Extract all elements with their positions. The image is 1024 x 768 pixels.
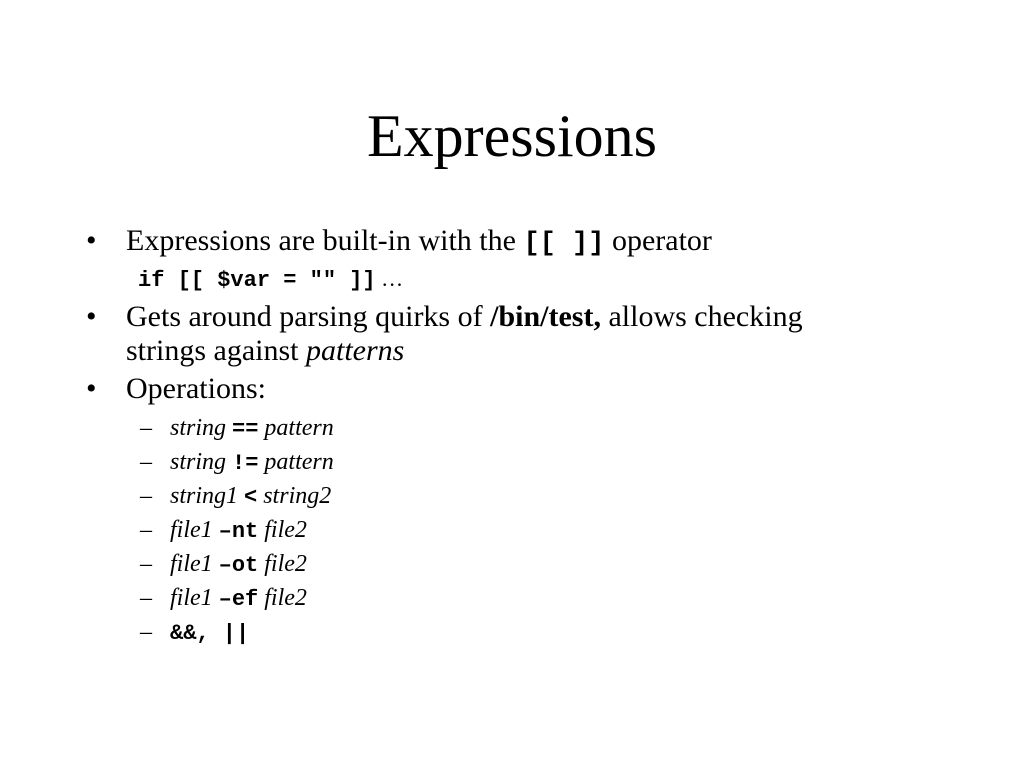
- operand-right: file2: [264, 517, 307, 543]
- operand-left: string: [170, 449, 227, 475]
- code-example: [138, 264, 403, 296]
- operand-right: file2: [264, 551, 307, 577]
- bullet-text: Gets around parsing quirks of: [126, 300, 483, 333]
- slide-title: Expressions: [367, 103, 657, 169]
- inline-code: [[ ]]: [523, 229, 605, 259]
- operand-left: string1: [170, 483, 239, 509]
- bullet-text: Expressions are built-in with the: [126, 224, 516, 257]
- sub-bullet-marker: –: [140, 551, 152, 577]
- operator: –ot: [218, 553, 259, 578]
- operator: &&, ||: [170, 621, 250, 646]
- bullet-marker: •: [86, 300, 97, 333]
- operator: <: [244, 485, 258, 510]
- operand-left: string: [170, 415, 227, 441]
- sub-bullet-marker: –: [140, 449, 152, 475]
- sub-bullet-marker: –: [140, 619, 152, 645]
- operand-right: file2: [264, 585, 307, 611]
- code-example-ellipsis: …: [381, 266, 404, 291]
- bullet-text: operator: [611, 224, 712, 257]
- bullet-marker: •: [86, 224, 97, 257]
- operand-right: pattern: [264, 449, 334, 475]
- code-example-text: if [[ $var = "" ]]: [138, 268, 376, 293]
- sub-bullet-marker: –: [140, 517, 152, 543]
- operand-right: string2: [263, 483, 332, 509]
- sub-bullet-marker: –: [140, 483, 152, 509]
- bullet-text: strings against: [126, 334, 299, 367]
- bullet-marker: •: [86, 372, 97, 405]
- bullet-text: Operations:: [126, 372, 266, 405]
- sub-bullet-marker: –: [140, 415, 152, 441]
- bullet-bold-path: /bin/test,: [490, 300, 601, 333]
- sub-bullet-marker: –: [140, 585, 152, 611]
- bullet-italic: patterns: [306, 334, 405, 367]
- operand-right: pattern: [264, 415, 334, 441]
- operator: –nt: [218, 519, 259, 544]
- operator: !=: [232, 451, 259, 476]
- operand-left: file1: [170, 517, 213, 543]
- operand-left: file1: [170, 585, 213, 611]
- operand-left: file1: [170, 551, 213, 577]
- operator: ==: [232, 417, 259, 442]
- operator: –ef: [218, 587, 259, 612]
- bullet-text: allows checking: [608, 300, 803, 333]
